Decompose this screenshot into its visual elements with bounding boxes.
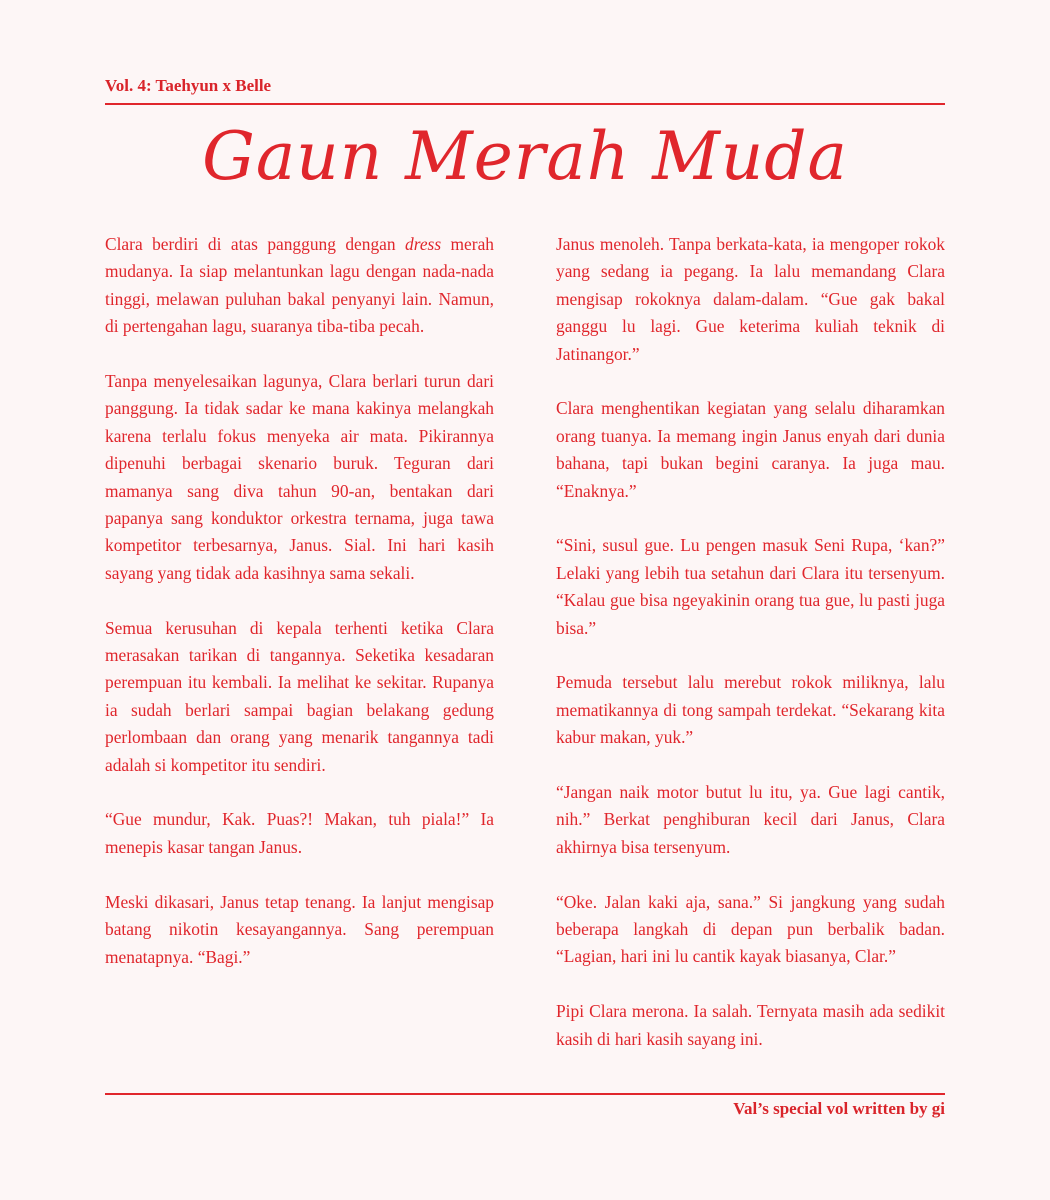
paragraph: “Oke. Jalan kaki aja, sana.” Si jangkung yang sudah beberapa langkah di depan pun berbalik badan. “Lagian, hari ini lu cantik kayak biasanya, Clar.” xyxy=(556,891,945,967)
paragraph: Clara menghentikan kegiatan yang selalu diharamkan orang tuanya. Ia memang ingin Janus enyah dari dunia bahana, tapi bukan begini caranya. Ia juga mau. “Enaknya.” xyxy=(556,398,945,501)
paragraph: Tanpa menyelesaikan lagunya, Clara berlari turun dari panggung. Ia tidak sadar ke mana kakinya melangkah karena terlalu fokus menyeka air mata. Pikirannya dipenuhi berbagai skenario buruk. Teguran dari mamanya sang diva tahun 90-an, bentakan dari papanya sang konduktor orkestra ternama, juga tawa kompetitor terbesarnya, Janus. Sial. Ini hari kasih sayang yang tidak ada kasihnya sama sekali. xyxy=(105,371,494,583)
left-column xyxy=(105,231,494,971)
bottom-divider xyxy=(105,1093,945,1095)
footer-credit: Val’s special vol written by gi xyxy=(733,1099,945,1118)
paragraph: Semua kerusuhan di kepala terhenti ketika Clara merasakan tarikan di tangannya. Seketika kesadaran perempuan itu kembali. Ia melihat ke sekitar. Rupanya ia sudah berlari sampai bagian belakang gedung perlombaan dan orang yang menarik tangannya tadi adalah si kompetitor itu sendiri. xyxy=(105,617,494,775)
top-divider xyxy=(105,103,945,105)
paragraph: “Gue mundur, Kak. Puas?! Makan, tuh piala!” Ia menepis kasar tangan Janus. xyxy=(105,809,494,857)
paragraph: Clara berdiri di atas panggung dengan dress merah mudanya. Ia siap melantunkan lagu dengan nada-nada tinggi, melawan puluhan bakal penyanyi lain. Namun, di pertengahan lagu, suaranya tiba-tiba pecah. xyxy=(105,234,494,337)
paragraph: “Sini, susul gue. Lu pengen masuk Seni Rupa, ‘kan?” Lelaki yang lebih tua setahun dari Clara itu tersenyum. “Kalau gue bisa ngeyakinin orang tua gue, lu pasti juga bisa.” xyxy=(556,535,945,638)
page-title: Gaun Merah Muda xyxy=(202,118,848,195)
paragraph: Pipi Clara merona. Ia salah. Ternyata masih ada sedikit kasih di hari kasih sayang ini. xyxy=(556,1001,945,1049)
volume-label: Vol. 4: Taehyun x Belle xyxy=(105,76,272,95)
italic-word: dress xyxy=(405,234,442,254)
paragraph: “Jangan naik motor butut lu itu, ya. Gue lagi cantik, nih.” Berkat penghiburan kecil dari Janus, Clara akhirnya bisa tersenyum. xyxy=(556,782,945,857)
paragraph: Janus menoleh. Tanpa berkata-kata, ia mengoper rokok yang sedang ia pegang. Ia lalu memandang Clara mengisap rokoknya dalam-dalam. “Gue gak bakal ganggu lu lagi. Gue keterima kuliah teknik di Jatinangor.” xyxy=(556,234,945,364)
paragraph: Pemuda tersebut lalu merebut rokok miliknya, lalu mematikannya di tong sampah terdekat. “Sekarang kita kabur makan, yuk.” xyxy=(556,672,945,748)
right-column xyxy=(556,231,945,1053)
paragraph: Meski dikasari, Janus tetap tenang. Ia lanjut mengisap batang nikotin kesayangannya. Sang perempuan menatapnya. “Bagi.” xyxy=(105,891,494,967)
